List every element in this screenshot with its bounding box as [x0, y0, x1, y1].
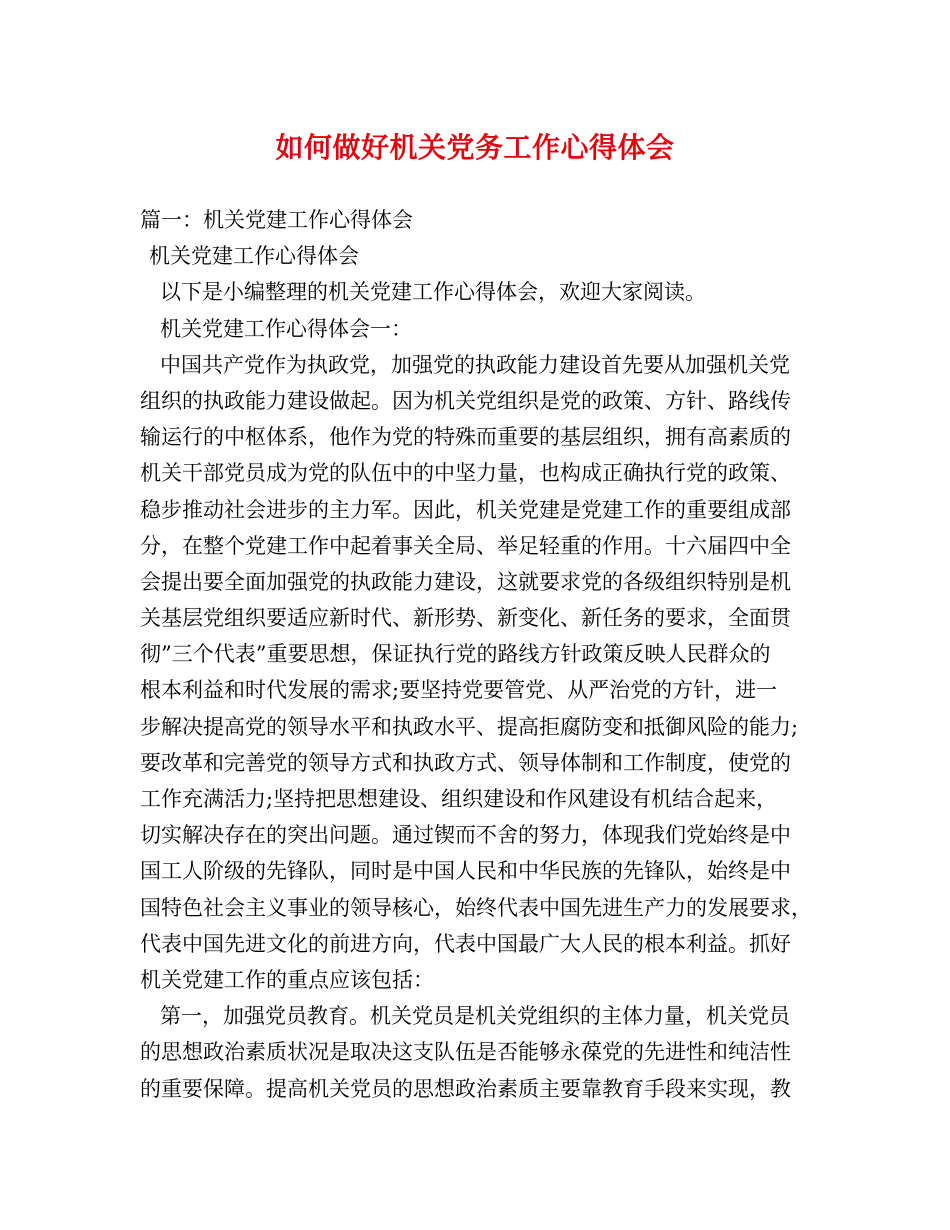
paragraph-line: 机关党建工作的重点应该包括： [140, 967, 434, 992]
intro-line: 以下是小编整理的机关党建工作心得体会，欢迎大家阅读。 [160, 280, 706, 305]
paragraph-line: 切实解决存在的突出问题。通过锲而不舍的努力，体现我们党始终是中 [140, 823, 791, 848]
paragraph-line: 要改革和完善党的领导方式和执政方式、领导体制和工作制度，使党的 [140, 750, 791, 775]
paragraph-line: 的思想政治素质状况是取决这支队伍是否能够永葆党的先进性和纯洁性 [140, 1040, 791, 1065]
paragraph-line: 稳步推动社会进步的主力军。因此，机关党建是党建工作的重要组成部 [140, 497, 791, 522]
paragraph-line: 国工人阶级的先锋队，同时是中国人民和中华民族的先锋队，始终是中 [140, 859, 791, 884]
paragraph-line: 根本利益和时代发展的需求;要坚持党要管党、从严治党的方针，进一 [140, 678, 778, 703]
paragraph-line: 会提出要全面加强党的执政能力建设，这就要求党的各级组织特别是机 [140, 569, 791, 594]
part-heading: 机关党建工作心得体会一： [160, 316, 412, 341]
paragraph-line: 步解决提高党的领导水平和执政水平、提高拒腐防变和抵御风险的能力; [140, 714, 799, 739]
section-heading: 篇一：机关党建工作心得体会 [140, 208, 413, 232]
paragraph-line: 中国共产党作为执政党，加强党的执政能力建设首先要从加强机关党 [160, 352, 790, 377]
paragraph-line: 组织的执政能力建设做起。因为机关党组织是党的政策、方针、路线传 [140, 388, 791, 413]
paragraph-line: 代表中国先进文化的前进方向，代表中国最广大人民的根本利益。抓好 [140, 931, 791, 956]
paragraph-line: 分，在整个党建工作中起着事关全局、举足轻重的作用。十六届四中全 [140, 533, 791, 558]
document-body [140, 202, 820, 1107]
paragraph-line: 国特色社会主义事业的领导核心，始终代表中国先进生产力的发展要求， [140, 895, 812, 920]
document-title: 如何做好机关党务工作心得体会 [275, 131, 675, 164]
paragraph-line: 机关干部党员成为党的队伍中的中坚力量，也构成正确执行党的政策、 [140, 461, 791, 486]
paragraph-line: 关基层党组织要适应新时代、新形势、新变化、新任务的要求，全面贯 [140, 606, 791, 631]
paragraph-line: 彻”三个代表”重要思想，保证执行党的路线方针政策反映人民群众的 [140, 642, 771, 667]
paragraph-line: 的重要保障。提高机关党员的思想政治素质主要靠教育手段来实现，教 [140, 1076, 791, 1101]
paragraph-line: 第一，加强党员教育。机关党员是机关党组织的主体力量，机关党员 [160, 1004, 790, 1029]
paragraph-line: 工作充满活力;坚持把思想建设、组织建设和作风建设有机结合起来， [140, 787, 778, 811]
paragraph-line: 输运行的中枢体系，他作为党的特殊而重要的基层组织，拥有高素质的 [140, 425, 791, 450]
subheading: 机关党建工作心得体会 [149, 244, 359, 269]
